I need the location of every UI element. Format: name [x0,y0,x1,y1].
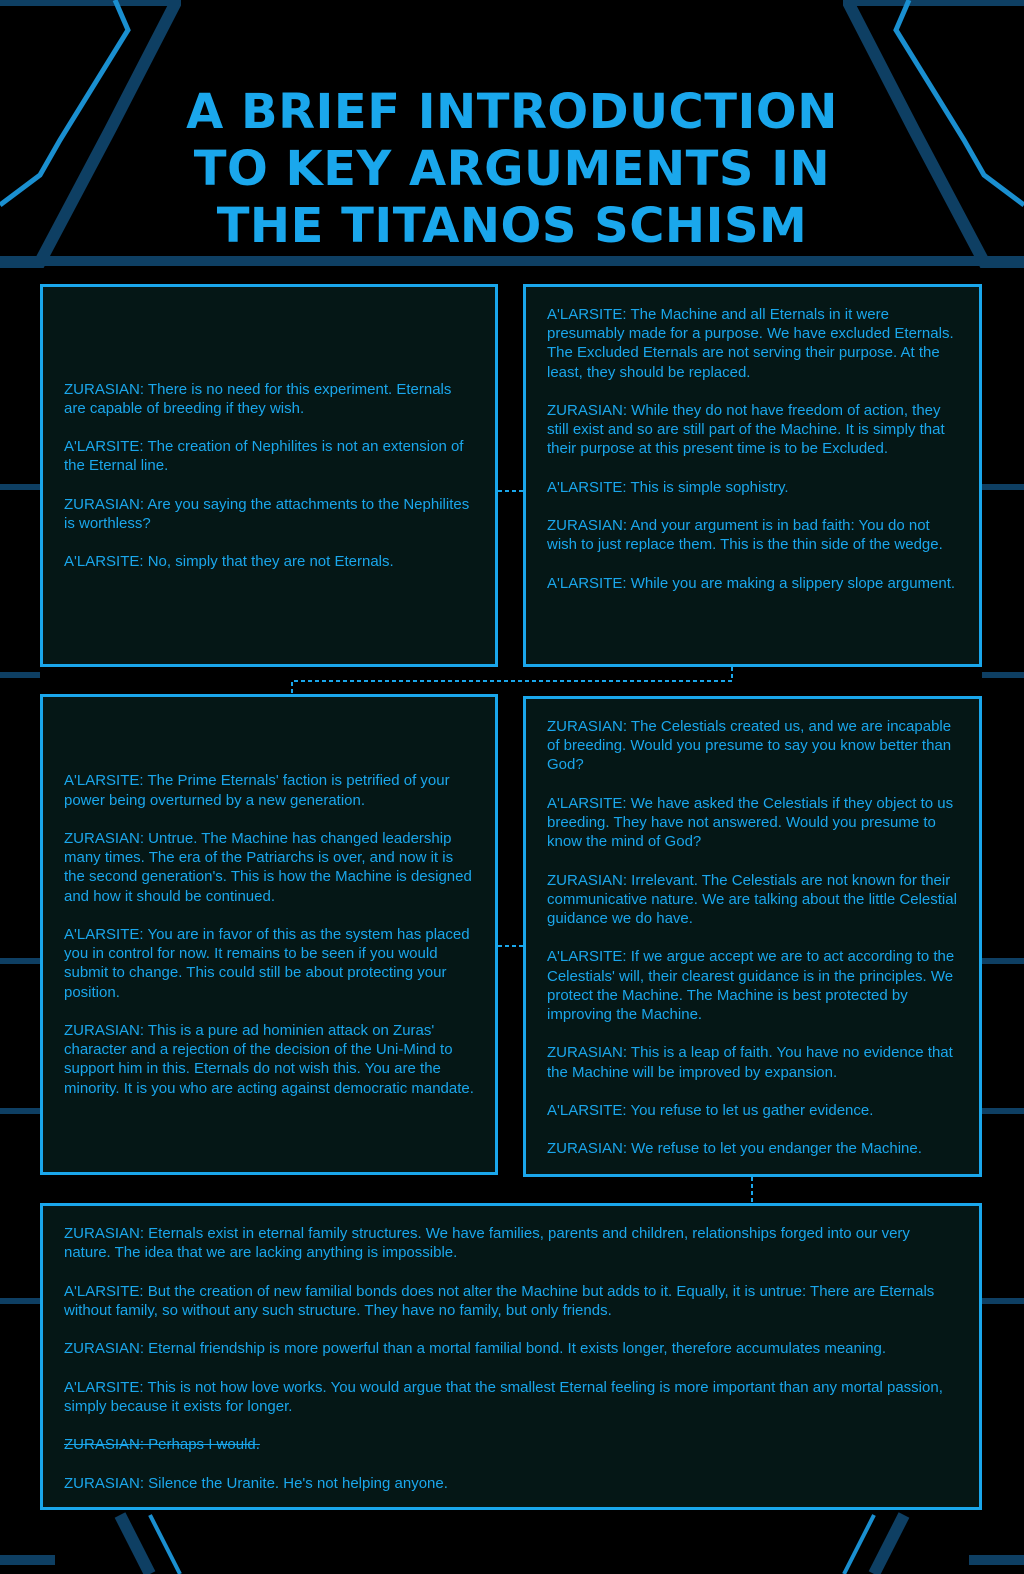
frame-bottom-left [0,1515,180,1574]
dialogue-line: A'LARSITE: You refuse to let us gather evidence. [547,1101,874,1119]
dialogue-line: A'LARSITE: This is not how love works. You would argue that the smallest Eternal feeling is more important than any mortal passion, simply because it exists for longer. [64,1378,943,1415]
dialogue-line: A'LARSITE: But the creation of new familial bonds does not alter the Machine but adds to it. Equally, it is untrue: There are Eternals without family, so without any such structure. They have no family, but only friends. [64,1282,935,1319]
argument-panel-4 [523,696,982,1177]
argument-panel-3 [40,694,498,1175]
frame-bottom-right [844,1515,1024,1574]
title-line-1: A BRIEF INTRODUCTION [186,84,838,140]
dialogue-line: ZURASIAN: Eternal friendship is more powerful than a mortal familial bond. It exists longer, therefore accumulates meaning. [64,1340,887,1358]
title-line-3: THE TITANOS SCHISM [216,198,808,254]
dialogue-line: A'LARSITE: This is simple sophistry. [547,478,789,496]
dialogue-line: ZURASIAN: Silence the Uranite. He's not helping anyone. [64,1474,448,1492]
dialogue-line: A'LARSITE: The Prime Eternals' faction is petrified of your power being overturned by a new generation. [64,772,450,809]
frame-top-bar [0,256,1024,266]
dialogue-line: ZURASIAN: This is a leap of faith. You have no evidence that the Machine will be improved by expansion. [547,1044,953,1081]
dialogue-line: ZURASIAN: The Celestials created us, and we are incapable of breeding. Would you presume to say you know better than God? [547,718,952,774]
argument-panel-5 [40,1203,982,1510]
struck-dialogue-line: ZURASIAN: Perhaps I would. [64,1436,260,1454]
dialogue-line: ZURASIAN: Eternals exist in eternal family structures. We have families, parents and children, relationships forged into our very nature. The idea that we are lacking anything is impossible. [64,1225,910,1262]
dialogue-line: ZURASIAN: Untrue. The Machine has changed leadership many times. The era of the Patriarchs is over, and now it is the second generation's. This is how the Machine is designed and how it should be continued. [64,829,472,905]
page-title [112,84,912,255]
dialogue-line: ZURASIAN: Are you saying the attachments to the Nephilites is worthless? [64,495,470,532]
argument-panel-1 [40,284,498,667]
dialogue-line: ZURASIAN: This is a pure ad hominien attack on Zuras' character and a rejection of the decision of the Uni-Mind to support him in this. Eternals do not wish this. You are the minority. It is you who are acting against democratic mandate. [64,1021,474,1097]
dialogue-line: ZURASIAN: While they do not have freedom of action, they still exist and so are still part of the Machine. It is simply that their purpose at this present time is to be Excluded. [547,402,945,458]
dialogue-line: ZURASIAN: Irrelevant. The Celestials are not known for their communicative nature. We are talking about the little Celestial guidance we do have. [547,871,957,927]
dialogue-line: A'LARSITE: No, simply that they are not Eternals. [64,553,394,571]
argument-panel-2 [523,284,982,667]
dialogue-line: A'LARSITE: We have asked the Celestials if they object to us breeding. They have not answered. Would you presume to know the mind of God? [547,794,954,851]
dialogue-line: A'LARSITE: You are in favor of this as the system has placed you in control for now. It remains to be seen if you would submit to change. This could still be about protecting your position. [64,925,470,1001]
dialogue-line: ZURASIAN: We refuse to let you endanger the Machine. [547,1140,922,1158]
dialogue-line: A'LARSITE: If we argue accept we are to act according to the Celestials' will, their clearest guidance is in the principles. We protect the Machine. The Machine is best protected by improving the Machine. [547,948,955,1023]
dialogue-line: A'LARSITE: The Machine and all Eternals in it were presumably made for a purpose. We have excluded Eternals. The Excluded Eternals are not serving their purpose. At the least, they should be replaced. [547,306,954,381]
dialogue-line: ZURASIAN: And your argument is in bad faith: You do not wish to just replace them. This is the thin side of the wedge. [547,517,943,554]
dialogue-line: ZURASIAN: There is no need for this experiment. Eternals are capable of breeding if they wish. [64,380,452,417]
dialogue-line: A'LARSITE: While you are making a slippery slope argument. [547,574,956,592]
dialogue-line: A'LARSITE: The creation of Nephilites is not an extension of the Eternal line. [64,438,464,475]
title-line-2: TO KEY ARGUMENTS IN [193,141,831,197]
